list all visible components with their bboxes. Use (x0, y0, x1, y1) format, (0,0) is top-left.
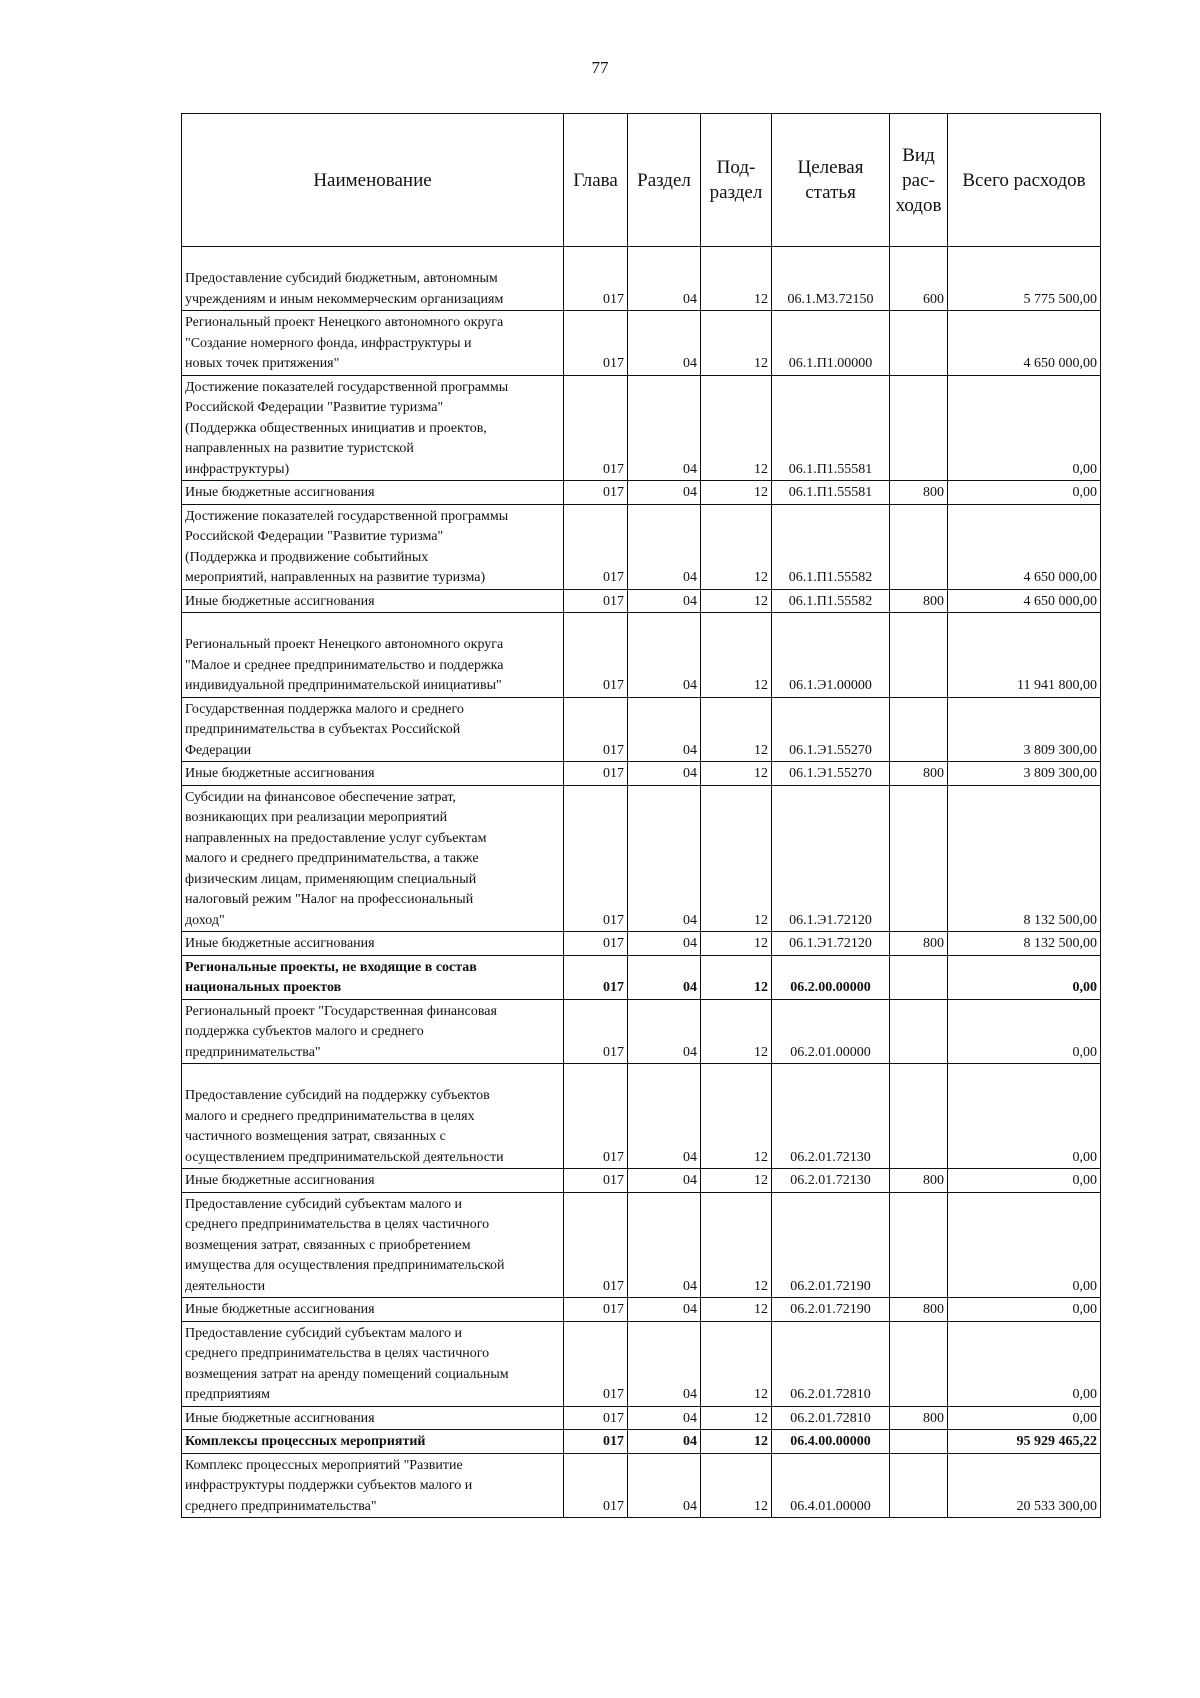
cell-razdel: 04 (628, 932, 701, 956)
cell-statya: 06.1.М3.72150 (772, 247, 890, 311)
cell-podrazdel: 12 (701, 311, 772, 376)
cell-podrazdel: 12 (701, 697, 772, 762)
cell-total: 5 775 500,00 (948, 247, 1101, 311)
cell-vid (890, 955, 948, 999)
cell-razdel: 04 (628, 613, 701, 698)
cell-podrazdel: 12 (701, 1321, 772, 1406)
cell-vid: 800 (890, 1298, 948, 1322)
cell-vid: 800 (890, 1406, 948, 1430)
cell-razdel: 04 (628, 785, 701, 932)
cell-total: 0,00 (948, 375, 1101, 481)
table-row (182, 955, 1101, 999)
cell-name: Региональный проект "Государственная финансовая поддержка субъектов малого и среднего предпринимательства" (182, 999, 564, 1064)
cell-razdel: 04 (628, 481, 701, 505)
table-row (182, 1430, 1101, 1454)
cell-razdel: 04 (628, 311, 701, 376)
header-podrazdel: Под- раздел (701, 114, 772, 247)
cell-glava: 017 (564, 1169, 628, 1193)
table-row (182, 247, 1101, 311)
cell-razdel: 04 (628, 955, 701, 999)
table-row (182, 1192, 1101, 1298)
cell-glava: 017 (564, 247, 628, 311)
cell-total: 0,00 (948, 1321, 1101, 1406)
cell-statya: 06.4.00.00000 (772, 1430, 890, 1454)
table-row (182, 932, 1101, 956)
cell-total: 3 809 300,00 (948, 762, 1101, 786)
cell-glava: 017 (564, 1064, 628, 1169)
cell-glava: 017 (564, 785, 628, 932)
cell-glava: 017 (564, 762, 628, 786)
cell-vid: 800 (890, 1169, 948, 1193)
cell-podrazdel: 12 (701, 1064, 772, 1169)
cell-statya: 06.1.Э1.00000 (772, 613, 890, 698)
cell-statya: 06.2.01.72130 (772, 1169, 890, 1193)
cell-statya: 06.1.П1.55581 (772, 481, 890, 505)
cell-razdel: 04 (628, 1192, 701, 1298)
cell-statya: 06.1.Э1.55270 (772, 762, 890, 786)
cell-total: 95 929 465,22 (948, 1430, 1101, 1454)
cell-total: 0,00 (948, 999, 1101, 1064)
cell-statya: 06.1.Э1.55270 (772, 697, 890, 762)
table-body (182, 247, 1101, 1518)
cell-glava: 017 (564, 1321, 628, 1406)
cell-total: 8 132 500,00 (948, 785, 1101, 932)
cell-statya: 06.1.Э1.72120 (772, 785, 890, 932)
cell-statya: 06.1.П1.55582 (772, 589, 890, 613)
cell-glava: 017 (564, 1192, 628, 1298)
cell-glava: 017 (564, 1298, 628, 1322)
cell-statya: 06.2.01.00000 (772, 999, 890, 1064)
cell-glava: 017 (564, 1406, 628, 1430)
cell-name: Иные бюджетные ассигнования (182, 481, 564, 505)
cell-total: 0,00 (948, 1298, 1101, 1322)
cell-podrazdel: 12 (701, 375, 772, 481)
cell-vid (890, 697, 948, 762)
table-row (182, 1406, 1101, 1430)
cell-name: Предоставление субсидий субъектам малого и среднего предпринимательства в целях частичного возмещения затрат, связанных с приобретением имущества для осуществления предпринимательской деятельности (182, 1192, 564, 1298)
cell-total: 3 809 300,00 (948, 697, 1101, 762)
cell-vid: 800 (890, 589, 948, 613)
table-row (182, 999, 1101, 1064)
cell-razdel: 04 (628, 1321, 701, 1406)
cell-name: Иные бюджетные ассигнования (182, 1298, 564, 1322)
cell-podrazdel: 12 (701, 247, 772, 311)
cell-name: Достижение показателей государственной программы Российской Федерации "Развитие туризма" (Поддержка и продвижение событийных мероприятий, направленных на развитие туризма) (182, 504, 564, 589)
cell-name: Региональные проекты, не входящие в состав национальных проектов (182, 955, 564, 999)
cell-glava: 017 (564, 589, 628, 613)
table-row (182, 311, 1101, 376)
cell-name: Региональный проект Ненецкого автономного округа "Малое и среднее предпринимательство и поддержка индивидуальной предпринимательской инициативы" (182, 613, 564, 698)
cell-glava: 017 (564, 999, 628, 1064)
cell-podrazdel: 12 (701, 613, 772, 698)
table-row (182, 762, 1101, 786)
header-total: Всего расходов (948, 114, 1101, 247)
cell-razdel: 04 (628, 1169, 701, 1193)
cell-name: Региональный проект Ненецкого автономного округа "Создание номерного фонда, инфраструктуры и новых точек притяжения" (182, 311, 564, 376)
cell-vid: 800 (890, 932, 948, 956)
cell-podrazdel: 12 (701, 589, 772, 613)
cell-razdel: 04 (628, 375, 701, 481)
cell-glava: 017 (564, 375, 628, 481)
cell-glava: 017 (564, 613, 628, 698)
page-number: 77 (591, 58, 609, 77)
cell-statya: 06.2.01.72190 (772, 1192, 890, 1298)
cell-name: Иные бюджетные ассигнования (182, 589, 564, 613)
cell-razdel: 04 (628, 1064, 701, 1169)
cell-razdel: 04 (628, 697, 701, 762)
cell-podrazdel: 12 (701, 1406, 772, 1430)
table-row (182, 1169, 1101, 1193)
cell-name: Иные бюджетные ассигнования (182, 932, 564, 956)
cell-total: 4 650 000,00 (948, 504, 1101, 589)
cell-total: 0,00 (948, 1169, 1101, 1193)
header-glava: Глава (564, 114, 628, 247)
cell-statya: 06.2.01.72190 (772, 1298, 890, 1322)
cell-razdel: 04 (628, 999, 701, 1064)
cell-statya: 06.2.01.72810 (772, 1406, 890, 1430)
cell-name: Комплексы процессных мероприятий (182, 1430, 564, 1454)
cell-total: 0,00 (948, 1064, 1101, 1169)
cell-vid (890, 1321, 948, 1406)
cell-statya: 06.1.П1.55581 (772, 375, 890, 481)
cell-total: 0,00 (948, 1406, 1101, 1430)
cell-glava: 017 (564, 1430, 628, 1454)
cell-name: Иные бюджетные ассигнования (182, 1169, 564, 1193)
cell-glava: 017 (564, 955, 628, 999)
table-row (182, 697, 1101, 762)
cell-statya: 06.4.01.00000 (772, 1453, 890, 1518)
cell-razdel: 04 (628, 1453, 701, 1518)
cell-razdel: 04 (628, 1298, 701, 1322)
cell-total: 0,00 (948, 481, 1101, 505)
header-name: Наименование (182, 114, 564, 247)
cell-total: 0,00 (948, 955, 1101, 999)
cell-vid: 600 (890, 247, 948, 311)
cell-name: Иные бюджетные ассигнования (182, 1406, 564, 1430)
cell-vid (890, 1064, 948, 1169)
cell-name: Предоставление субсидий бюджетным, автономным учреждениям и иным некоммерческим организациям (182, 247, 564, 311)
cell-total: 8 132 500,00 (948, 932, 1101, 956)
cell-razdel: 04 (628, 1406, 701, 1430)
cell-podrazdel: 12 (701, 932, 772, 956)
cell-podrazdel: 12 (701, 1453, 772, 1518)
cell-name: Субсидии на финансовое обеспечение затрат, возникающих при реализации мероприятий направленных на предоставление услуг субъектам малого и среднего предпринимательства, а также физическим лицам, применяющим специальный налоговый режим "Налог на профессиональный доход" (182, 785, 564, 932)
cell-razdel: 04 (628, 589, 701, 613)
cell-razdel: 04 (628, 762, 701, 786)
cell-name: Достижение показателей государственной программы Российской Федерации "Развитие туризма" (Поддержка общественных инициатив и проектов, направленных на развитие туристской инфраструктуры) (182, 375, 564, 481)
cell-name: Предоставление субсидий субъектам малого и среднего предпринимательства в целях частичного возмещения затрат на аренду помещений социальным предприятиям (182, 1321, 564, 1406)
cell-total: 11 941 800,00 (948, 613, 1101, 698)
cell-name: Предоставление субсидий на поддержку субъектов малого и среднего предпринимательства в целях частичного возмещения затрат, связанных с осуществлением предпринимательской деятельности (182, 1064, 564, 1169)
header-razdel: Раздел (628, 114, 701, 247)
cell-name: Комплекс процессных мероприятий "Развитие инфраструктуры поддержки субъектов малого и среднего предпринимательства" (182, 1453, 564, 1518)
cell-vid (890, 1192, 948, 1298)
cell-statya: 06.1.Э1.72120 (772, 932, 890, 956)
cell-podrazdel: 12 (701, 504, 772, 589)
header-vid: Вид рас- ходов (890, 114, 948, 247)
cell-vid (890, 785, 948, 932)
cell-total: 0,00 (948, 1192, 1101, 1298)
table-row (182, 1064, 1101, 1169)
cell-podrazdel: 12 (701, 999, 772, 1064)
table-row (182, 613, 1101, 698)
table-row (182, 785, 1101, 932)
cell-vid (890, 311, 948, 376)
cell-glava: 017 (564, 1453, 628, 1518)
cell-razdel: 04 (628, 1430, 701, 1454)
cell-statya: 06.1.П1.00000 (772, 311, 890, 376)
cell-statya: 06.2.01.72810 (772, 1321, 890, 1406)
cell-glava: 017 (564, 932, 628, 956)
table-row (182, 1321, 1101, 1406)
table-row (182, 504, 1101, 589)
cell-podrazdel: 12 (701, 1169, 772, 1193)
cell-glava: 017 (564, 311, 628, 376)
cell-glava: 017 (564, 481, 628, 505)
cell-podrazdel: 12 (701, 785, 772, 932)
header-statya: Целевая статья (772, 114, 890, 247)
cell-name: Иные бюджетные ассигнования (182, 762, 564, 786)
cell-statya: 06.2.00.00000 (772, 955, 890, 999)
table-row (182, 1298, 1101, 1322)
cell-podrazdel: 12 (701, 1430, 772, 1454)
table-row (182, 481, 1101, 505)
cell-total: 4 650 000,00 (948, 589, 1101, 613)
cell-vid: 800 (890, 762, 948, 786)
cell-podrazdel: 12 (701, 762, 772, 786)
cell-vid (890, 999, 948, 1064)
budget-table (181, 113, 1101, 1518)
cell-vid (890, 613, 948, 698)
cell-vid (890, 1453, 948, 1518)
cell-total: 20 533 300,00 (948, 1453, 1101, 1518)
cell-podrazdel: 12 (701, 1192, 772, 1298)
cell-vid (890, 1430, 948, 1454)
cell-vid (890, 375, 948, 481)
table-header (182, 114, 1101, 247)
cell-podrazdel: 12 (701, 955, 772, 999)
cell-podrazdel: 12 (701, 1298, 772, 1322)
cell-glava: 017 (564, 697, 628, 762)
cell-statya: 06.1.П1.55582 (772, 504, 890, 589)
table-row (182, 1453, 1101, 1518)
cell-vid: 800 (890, 481, 948, 505)
cell-vid (890, 504, 948, 589)
table-row (182, 375, 1101, 481)
cell-total: 4 650 000,00 (948, 311, 1101, 376)
cell-statya: 06.2.01.72130 (772, 1064, 890, 1169)
cell-razdel: 04 (628, 504, 701, 589)
cell-podrazdel: 12 (701, 481, 772, 505)
cell-glava: 017 (564, 504, 628, 589)
table-row (182, 589, 1101, 613)
cell-razdel: 04 (628, 247, 701, 311)
cell-name: Государственная поддержка малого и среднего предпринимательства в субъектах Российской Федерации (182, 697, 564, 762)
